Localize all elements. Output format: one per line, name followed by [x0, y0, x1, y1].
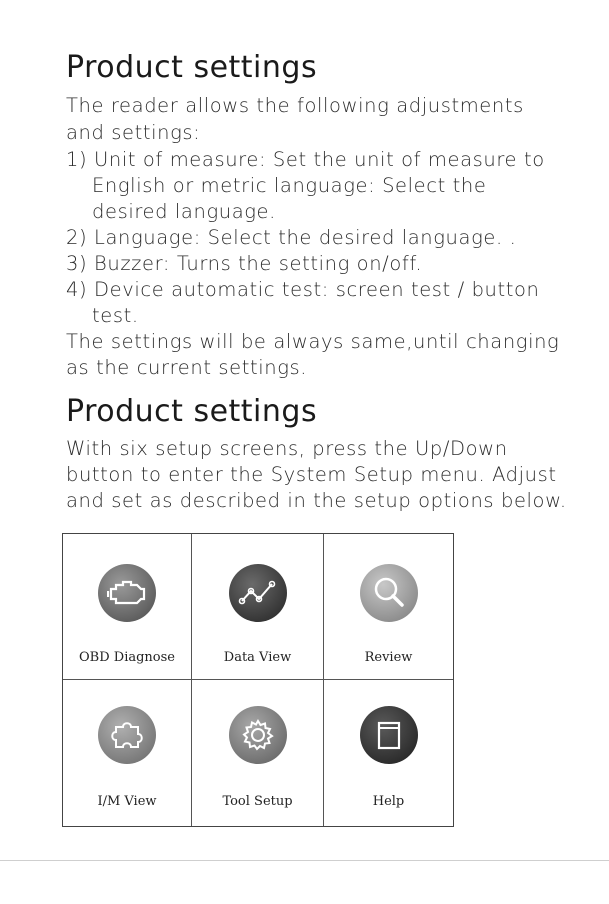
menu-item-review[interactable]	[324, 534, 453, 679]
menu-item-im-view[interactable]	[63, 680, 191, 826]
page-bottom-rule	[0, 860, 609, 861]
menu-item-label: Data View	[223, 650, 292, 665]
puzzle-icon	[98, 706, 156, 764]
paragraph-line: The settings will be always same,until changing	[66, 330, 560, 353]
engine-icon	[98, 564, 156, 622]
magnifier-icon	[360, 564, 418, 622]
menu-item-tool-setup[interactable]	[192, 680, 323, 826]
list-item-buzzer: 3) Buzzer: Turns the setting on/off.	[66, 252, 423, 275]
book-icon	[360, 706, 418, 764]
paragraph-line: and settings:	[66, 121, 201, 144]
list-item-device-test: 4) Device automatic test: screen test / button	[66, 278, 540, 301]
list-item-unit-of-measure: 1) Unit of measure: Set the unit of measure to	[66, 148, 545, 171]
section-title-product-settings: Product settings	[66, 50, 318, 85]
menu-item-help[interactable]	[324, 680, 453, 826]
menu-item-label: Tool Setup	[222, 794, 293, 809]
list-item-continuation: desired language.	[92, 200, 276, 223]
gear-icon	[229, 706, 287, 764]
paragraph-line: button to enter the System Setup menu. Adjust	[66, 463, 557, 486]
paragraph-line: and set as described in the setup options below.	[66, 489, 567, 512]
line-graph-icon	[229, 564, 287, 622]
paragraph-line: With six setup screens, press the Up/Down	[66, 437, 508, 460]
paragraph-line: The reader allows the following adjustments	[66, 94, 524, 117]
menu-item-obd-diagnose[interactable]	[63, 534, 191, 679]
list-item-continuation: English or metric language: Select the	[92, 174, 487, 197]
menu-item-label: OBD Diagnose	[79, 650, 175, 665]
menu-item-label: Help	[372, 794, 405, 809]
menu-item-data-view[interactable]	[192, 534, 323, 679]
setup-menu-grid	[62, 533, 454, 827]
menu-item-label: I/M View	[97, 794, 157, 809]
list-item-language: 2) Language: Select the desired language. .	[66, 226, 517, 249]
section-title-product-settings-2: Product settings	[66, 394, 318, 429]
paragraph-line: as the current settings.	[66, 356, 308, 379]
list-item-continuation: test.	[92, 304, 139, 327]
menu-item-label: Review	[364, 650, 413, 665]
